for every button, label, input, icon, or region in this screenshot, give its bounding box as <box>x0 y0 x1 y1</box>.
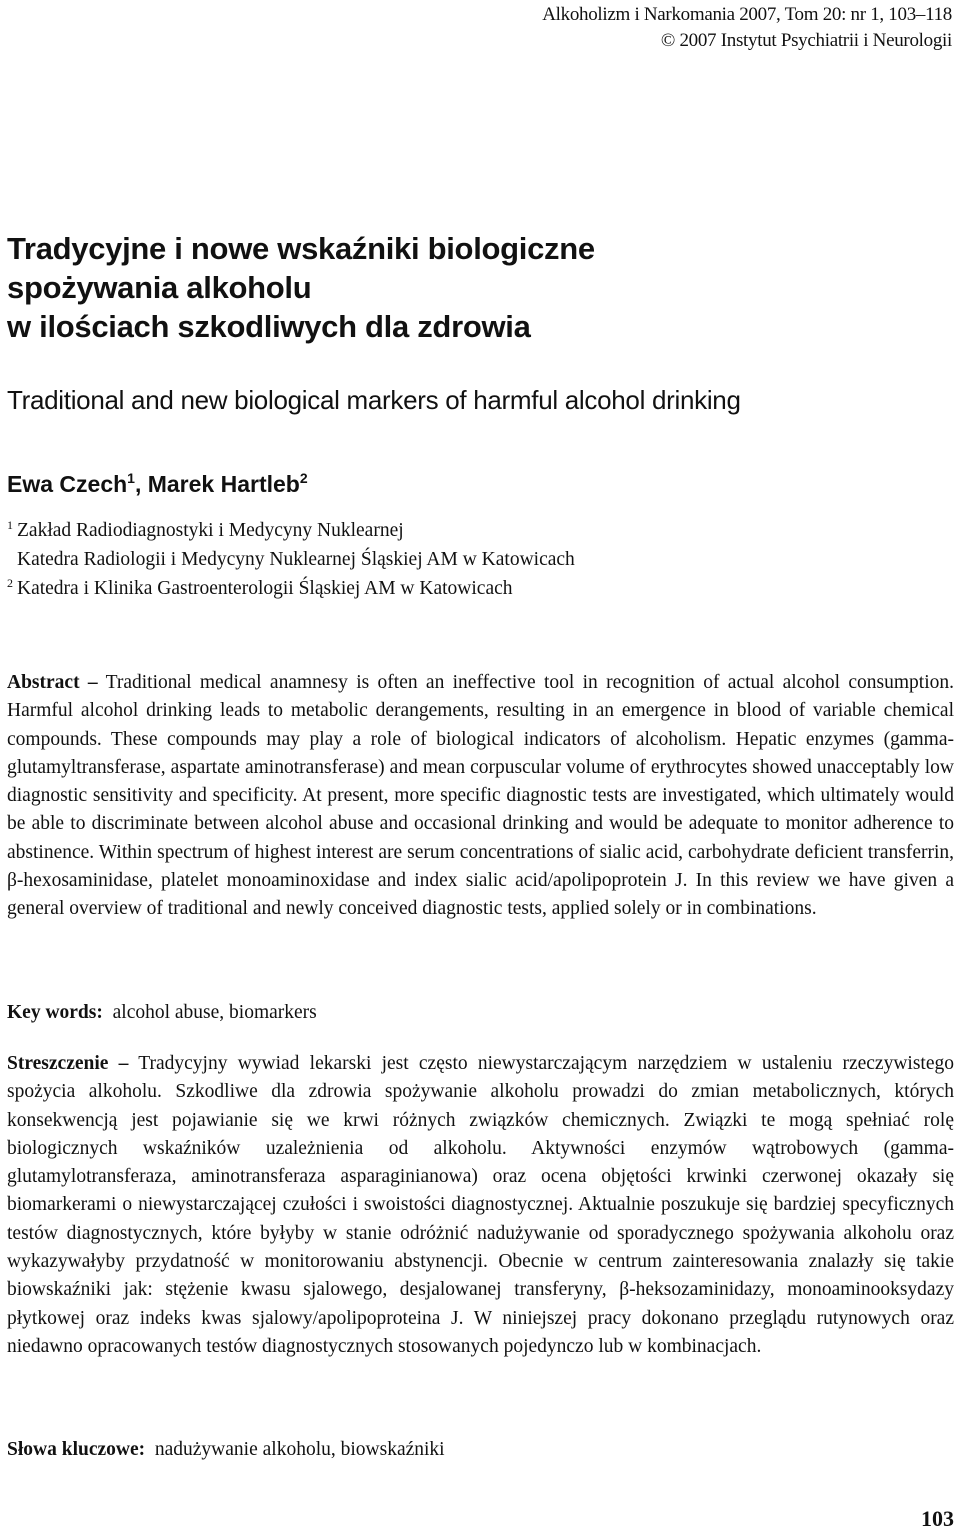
affiliation-line <box>7 574 947 603</box>
author-list <box>7 468 947 500</box>
copyright-line: © 2007 Instytut Psychiatrii i Neurologii <box>660 30 952 51</box>
running-header <box>352 2 952 54</box>
streszczenie-paragraph <box>7 1050 954 1361</box>
page-number: 103 <box>921 1506 954 1531</box>
title-line-1: Tradycyjne i nowe wskaźniki biologiczne <box>7 231 595 266</box>
author-name: Marek Hartleb <box>147 471 300 497</box>
keywords-english <box>7 999 954 1027</box>
author-name: Ewa Czech <box>7 471 128 497</box>
author-affiliation-mark: 1 <box>127 470 135 486</box>
keywords-text: alcohol abuse, biomarkers <box>112 1002 317 1023</box>
affiliation-text: Katedra i Klinika Gastroenterologii Śląskiej AM w Katowicach <box>17 578 513 599</box>
affiliation-text: Katedra Radiologii i Medycyny Nuklearnej Śląskiej AM w Katowicach <box>17 549 575 570</box>
abstract-text: Traditional medical anamnesy is often an ineffective tool in recognition of actual alcohol consumption. Harmful alcohol drinking leads to metabolic derangements, resulting in an emergence in blood of variable chemical compounds. These compounds may play a role of biological indicators of alcoholism. Hepatic enzymes (gamma-glutamyltransferase, aspartate aminotransferase) and mean corpuscular volume of erythrocytes showed unacceptably low diagnostic sensitivity and specificity. At present, more specific diagnostic tests are investigated, which ultimately would be able to discriminate between alcohol abuse and occasional drinking and would be adequate to monitor adherence to abstinence. Within spectrum of highest interest are serum concentrations of sialic acid, carbohydrate deficient transferrin, β-hexosaminidase, platelet monoaminoxidase and index sialic acid/apolipoprotein J. In this review we have given a general overview of traditional and newly conceived diagnostic tests, applied solely or in combinations. <box>7 672 954 920</box>
author-separator: , <box>134 471 148 497</box>
keywords-label: Key words: <box>7 1002 103 1023</box>
title-line-3: w ilościach szkodliwych dla zdrowia <box>7 309 531 344</box>
streszczenie-heading: Streszczenie – <box>7 1053 129 1074</box>
abstract-heading: Abstract – <box>7 672 98 693</box>
affiliations <box>7 516 947 603</box>
affiliation-number: 2 <box>7 576 13 590</box>
author-affiliation-mark: 2 <box>299 470 308 486</box>
english-title: Traditional and new biological markers of harmful alcohol drinking <box>7 385 741 415</box>
affiliation-line <box>7 516 947 545</box>
title-line-2: spożywania alkoholu <box>7 270 312 305</box>
keywords-polish <box>7 1436 954 1464</box>
abstract-paragraph <box>7 669 954 924</box>
affiliation-text: Zakład Radiodiagnostyki i Medycyny Nuklearnej <box>17 520 404 541</box>
affiliation-number: 1 <box>7 518 13 532</box>
streszczenie-text: Tradycyjny wywiad lekarski jest często niewystarczającym narzędziem w ustaleniu rzeczywistego spożycia alkoholu. Szkodliwe dla zdrowia spożywanie alkoholu prowadzi do zmian metabolicznych, których konsekwencją jest pojawianie się we krwi różnych związków chemicznych. Związki te mogą spełniać rolę biologicznych wskaźników uzależnienia od alkoholu. Aktywności enzymów wątrobowych (gamma-glutamylotransferaza, aminotransferaza asparaginianowa) oraz ocena objętości krwinki czerwonej okazały się biomarkerami o niewystarczającej czułości i swoistości diagnostycznej. Aktualnie poszukuje się bardziej specyficznych testów diagnostycznych, które byłyby w stanie odróżnić nadużywanie od sporadycznego spożywania alkoholu oraz wykazywałyby przydatność w monitorowaniu abstynencji. Obecnie w centrum zainteresowania znalazły się takie biowskaźniki jak: stężenie kwasu sjalowego, desjalowanej transferyny, β-heksozaminidazy, monoaminooksydazy płytkowej oraz indeks kwas sjalowy/apolipoproteina J. W niniejszej pracy dokonano przeglądu rutynowych oraz niedawno opracowanych testów diagnostycznych stosowanych pojedynczo lub w kombinacjach. <box>7 1053 954 1357</box>
keywords-label: Słowa kluczowe: <box>7 1439 146 1460</box>
affiliation-line <box>7 545 947 574</box>
journal-citation: Alkoholizm i Narkomania 2007, Tom 20: nr 1, 103–118 <box>542 4 952 25</box>
keywords-text: nadużywanie alkoholu, biowskaźniki <box>154 1439 445 1460</box>
article-title <box>7 229 947 346</box>
